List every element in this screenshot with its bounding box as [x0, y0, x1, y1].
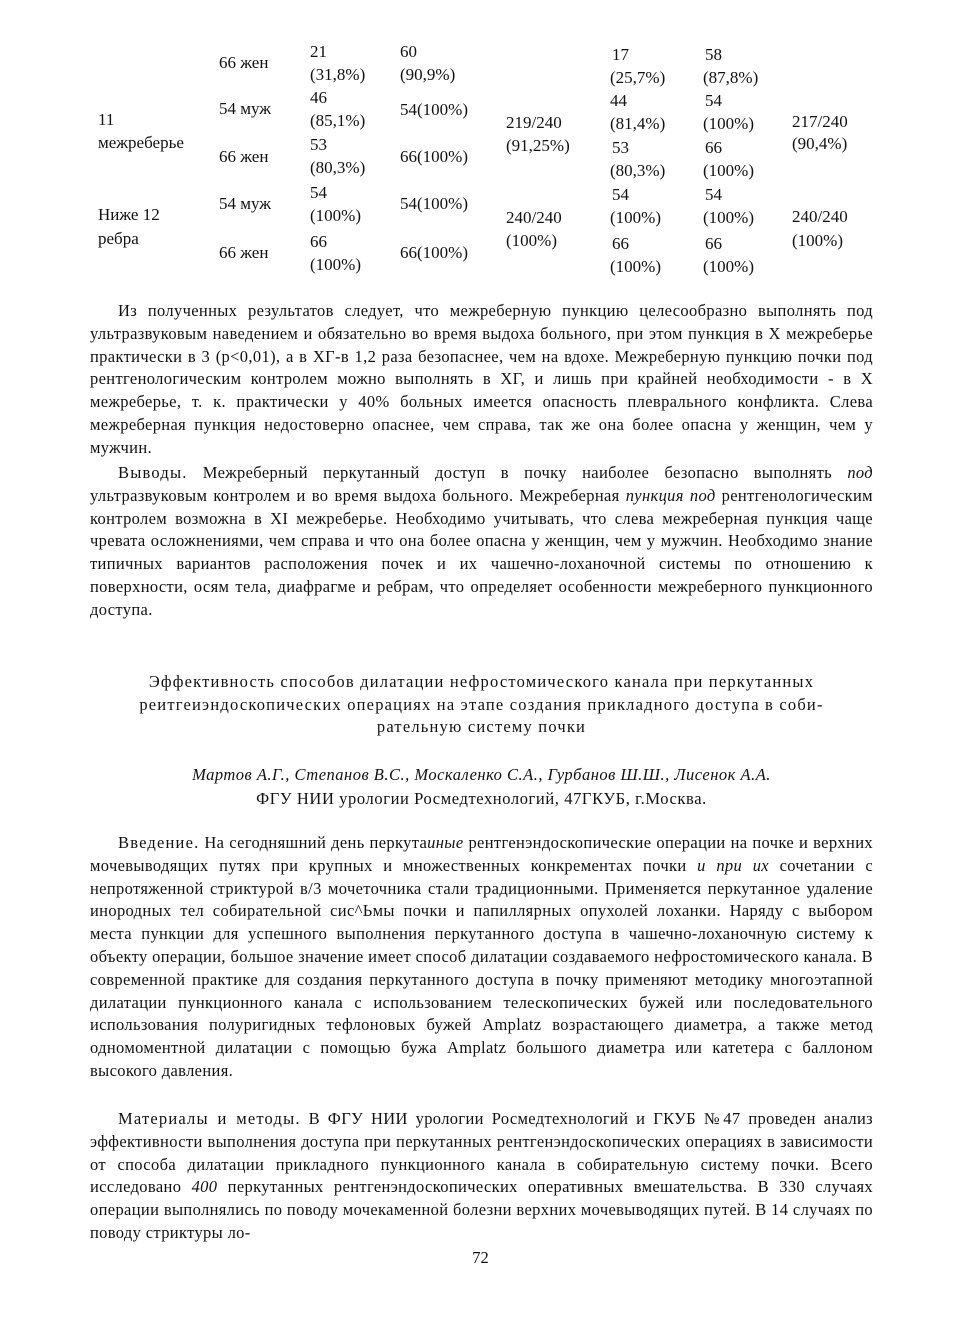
cell-value: (85,1%)	[310, 111, 366, 130]
title-line: реитгеиэндоскопических операциях на этапе создания прикладного доступа в соби-	[139, 694, 824, 714]
title-line: Эффективность способов дилатации нефростомического канала при перкутанных	[148, 672, 815, 691]
paragraph-text: Межреберный перкутанный доступ в почку наиболее безопасно выполнять	[187, 463, 848, 482]
cell-value: 60	[400, 42, 417, 61]
cell-value: (100%)	[703, 208, 754, 227]
cell-value: 66	[310, 232, 327, 251]
page-number: 72	[472, 1248, 489, 1267]
group-label: 11	[98, 110, 115, 129]
paragraph-methods	[90, 1108, 873, 1245]
cell-value: (31,8%)	[310, 65, 366, 84]
cell-value: 54	[310, 183, 327, 202]
cell-value: 54(100%)	[400, 100, 468, 119]
cell-value: 46	[310, 88, 327, 107]
paragraph-italic: и при их	[697, 855, 769, 875]
cell-value: (100%)	[310, 255, 361, 274]
article-title	[90, 671, 873, 739]
paragraph-italic: иные	[427, 833, 464, 852]
paragraph-results: Из полученных результатов следует, что межреберную пункцию целесообразно выполнять под ультразвуковым наведением и обязательно во время выдоха больного, при этом пункция в Х межреберье практически в 3 (p<0,01), а в ХГ-в 1,2 раза безопаснее, чем на вдохе. Межреберную пункцию почки под рентгенологическим контролем можно выполнять в ХГ, и лишь при крайней необходимости - в Х межреберье, т. к. практически у 40% больных имеется опасность плеврального конфликта. Слева межреберная пункция недостоверно опаснее, чем справа, так же она более опасна у женщин, чем у мужчин.	[90, 301, 873, 457]
paragraph-text: перкутанных рентгенэндоскопических оперативных вмешательства. В 330 случаях операции выполнялись по поводу мочекаменной болезни верхних мочевыводящих путей. В 14 случаях по поводу стриктуры ло-	[90, 1177, 874, 1242]
group-total: (100%)	[792, 231, 843, 250]
sex-count: 66 жен	[219, 53, 269, 72]
group-label: ребра	[98, 229, 139, 248]
cell-value: (100%)	[610, 257, 661, 276]
sex-count: 66 жен	[219, 147, 269, 166]
group-total: 217/240	[792, 112, 848, 131]
cell-value: (100%)	[610, 208, 661, 227]
paragraph-text: сочетании с непротяженной стриктурой в/3 мочеточника стали традиционными. Применяется перкутанное удаление инородных тел собирательной сис^Ьмы почки и папиллярных опухолей лоханки. Наряду с выбором места пункции для успешного выполнения перкутанного доступа в чашечно-лоханочную систему к объекту операции, большое значение имеет способ дилатации создаваемого нефростомического канала. В современной практике для создания перкутанного доступа в почку применяют методику многоэтапной дилатации пункционного канала с использованием телескопических бужей или последовательного использования полуригидных тефлоновых бужей Amplatz возрастающего диаметра, а также метод одномоментной дилатации с помощью бужа Amplatz большого диаметра или катетера с баллоном высокого давления.	[90, 855, 873, 1080]
paragraph-lead: Выводы.	[118, 463, 188, 482]
paragraph-lead: Введение.	[118, 833, 200, 852]
group-total: (100%)	[506, 231, 557, 250]
cell-value: 66	[612, 234, 629, 253]
cell-value: 21	[310, 42, 327, 61]
cell-value: 66(100%)	[400, 147, 468, 166]
group-total: 240/240	[792, 207, 848, 226]
cell-value: 66(100%)	[400, 243, 468, 262]
paragraph-conclusions	[90, 462, 873, 622]
cell-value: 54	[705, 185, 722, 204]
cell-value: 53	[612, 138, 629, 157]
group-label: Ниже 12	[98, 205, 160, 224]
cell-value: 44	[610, 91, 627, 110]
paragraph-lead: Материалы и методы.	[118, 1109, 301, 1128]
paragraph-italic: под	[847, 463, 873, 482]
cell-value: (100%)	[703, 161, 754, 180]
cell-value: 54	[705, 91, 722, 110]
title-line: рательную систему почки	[376, 717, 587, 736]
cell-value: (90,9%)	[400, 65, 456, 84]
cell-value: 66	[705, 234, 722, 253]
sex-count: 54 муж	[219, 194, 272, 213]
cell-value: (80,3%)	[310, 158, 366, 177]
group-total: (90,4%)	[792, 134, 848, 153]
paragraph-introduction	[90, 832, 873, 1083]
sex-count: 66 жен	[219, 243, 269, 262]
paragraph-italic: 400	[191, 1177, 218, 1197]
cell-value: 54(100%)	[400, 194, 468, 213]
cell-value: 17	[612, 45, 629, 64]
paragraph-text: На сегодняшний день перкута	[199, 833, 428, 852]
cell-value: 66	[705, 138, 722, 157]
cell-value: 53	[310, 135, 327, 154]
paragraph-text: В ФГУ НИИ урологии Росмедтехнологий и ГКУБ №47 проведен анализ эффективности выполнения доступа при перкутанных рентгенэндоскопических операциях в зависимости от способа дилатации прикладного пункционного канала в собирательную систему почки. Всего исследовано	[90, 1109, 873, 1197]
group-total: 240/240	[506, 208, 562, 227]
article-affiliation: ФГУ НИИ урологии Росмедтехнологий, 47ГКУБ, г.Москва.	[256, 789, 707, 808]
paragraph-text: рентгенэндоскопические операции на почке и верхних мочевыводящих путях при крупных и множественных конкрементах почки	[90, 833, 873, 875]
results-table	[0, 0, 961, 290]
cell-value: 54	[612, 185, 629, 204]
cell-value: (100%)	[310, 206, 361, 225]
cell-value: (87,8%)	[703, 68, 759, 87]
paragraph-text: рентгенологическим контролем возможна в XI межреберье. Необходимо учитывать, что слева межреберная пункция чаще чревата осложнениями, чем справа и что она более опасна у женщин, чем у мужчин. Необходимо знание типичных вариантов расположения почек и их чашечно-лоханочной системы по отношению к поверхности, осям тела, диафрагме и ребрам, что определяет особенности межреберного пункционного доступа.	[90, 485, 873, 619]
group-total: (91,25%)	[506, 136, 570, 155]
cell-value: (100%)	[703, 114, 754, 133]
cell-value: (81,4%)	[610, 114, 666, 133]
paragraph-italic: пункция под	[625, 485, 716, 505]
sex-count: 54 муж	[219, 99, 272, 118]
group-total: 219/240	[506, 113, 562, 132]
article-authors: Мартов А.Г., Степанов В.С., Москаленко С.А., Гурбанов Ш.Ш., Лисенок А.А.	[192, 765, 771, 784]
group-label: межреберье	[98, 133, 184, 152]
cell-value: 58	[705, 45, 722, 64]
cell-value: (80,3%)	[610, 161, 666, 180]
cell-value: (100%)	[703, 257, 754, 276]
paragraph-text: ультразвуковым контролем и во время выдоха больного. Межреберная	[90, 485, 626, 505]
cell-value: (25,7%)	[610, 68, 666, 87]
